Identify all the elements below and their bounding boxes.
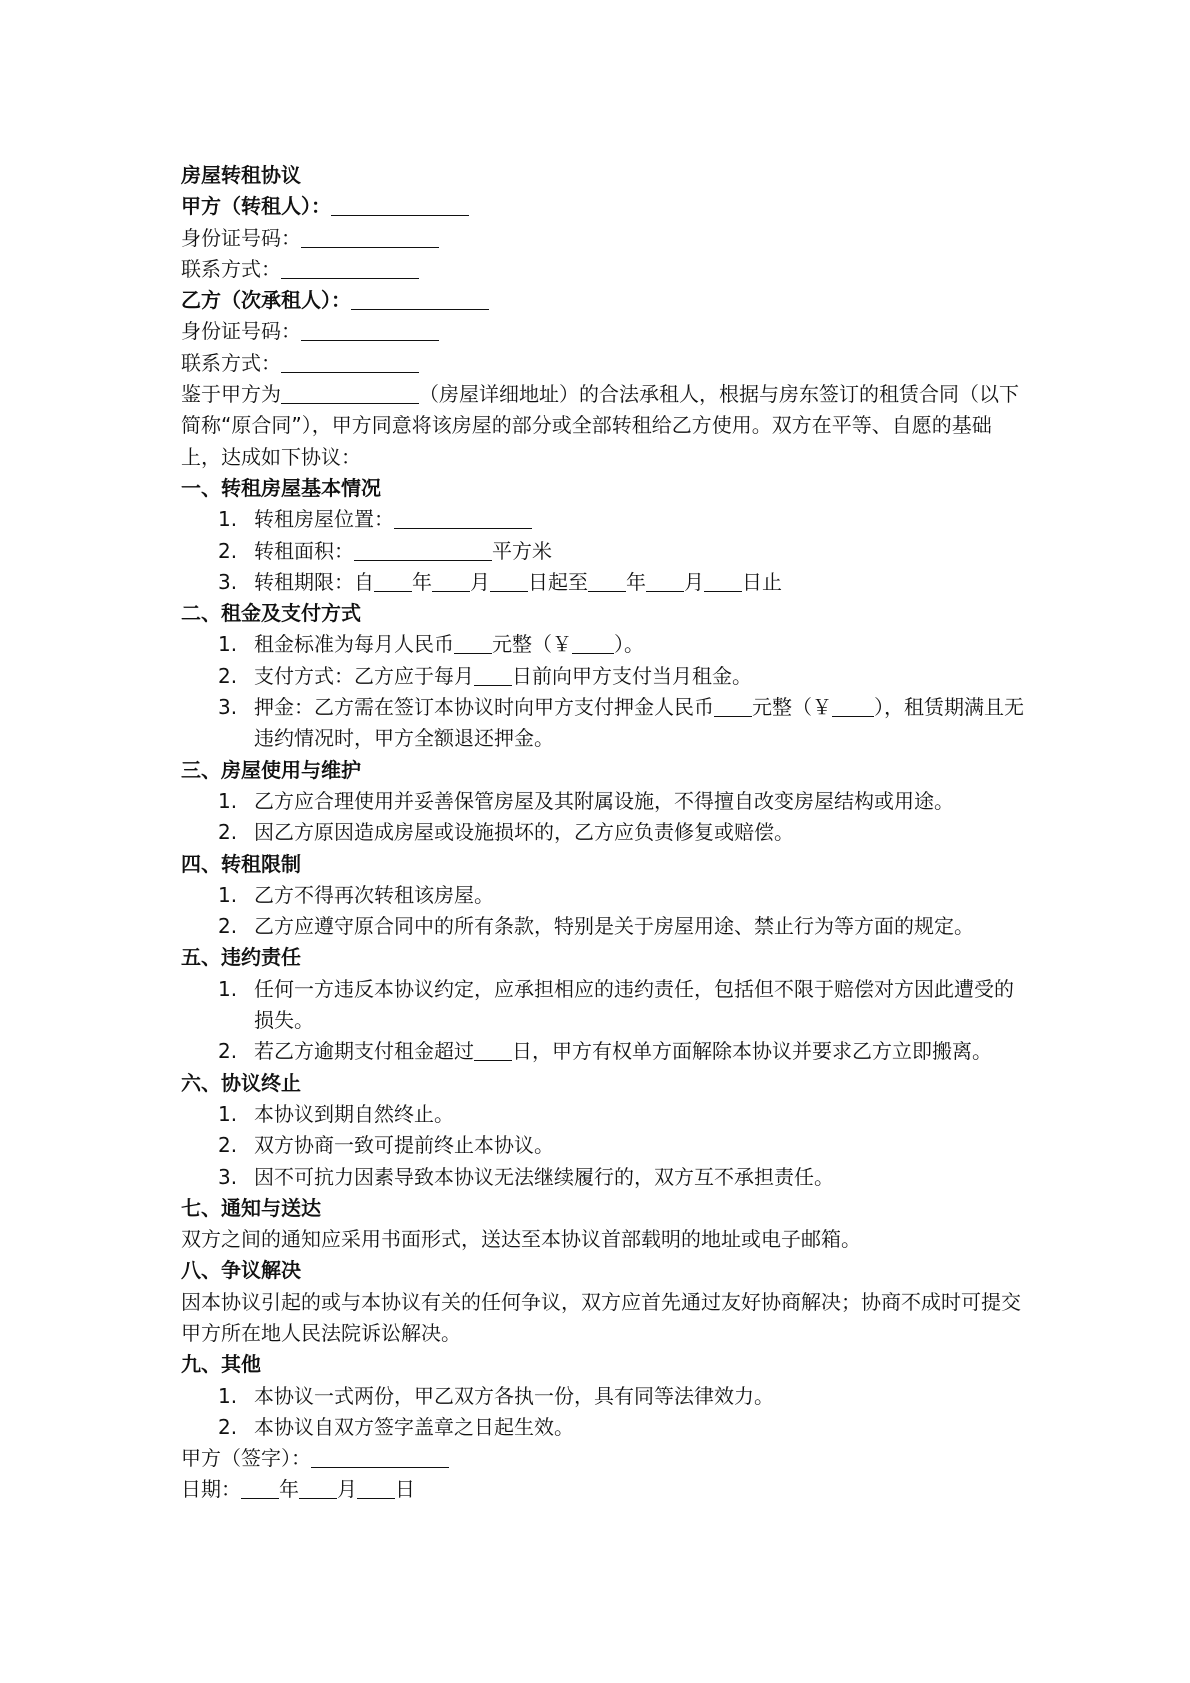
party-a-contact-blank bbox=[281, 257, 419, 279]
address-blank bbox=[281, 382, 419, 404]
item-number: 2. bbox=[218, 538, 238, 563]
section-3-heading: 三、房屋使用与维护 bbox=[181, 757, 361, 782]
item-number: 1. bbox=[218, 882, 238, 907]
item-number: 3. bbox=[218, 1164, 238, 1189]
item-number: 3. bbox=[218, 695, 238, 720]
s2-item-3 bbox=[181, 692, 1031, 755]
document-title: 房屋转租协议 bbox=[181, 163, 301, 187]
day-label: 日 bbox=[395, 1477, 415, 1502]
rent-amount-blank bbox=[454, 632, 492, 654]
item-number: 1. bbox=[218, 788, 238, 813]
item-number: 1. bbox=[218, 976, 238, 1001]
item-text: 若乙方逾期支付租金超过 bbox=[254, 1039, 474, 1064]
item-text: 日前向甲方支付当月租金。 bbox=[512, 663, 752, 688]
signature-label: 甲方（签字）： bbox=[181, 1446, 311, 1471]
section-8-text: 因本协议引起的或与本协议有关的任何争议，双方应首先通过友好协商解决；协商不成时可提交甲方所在地人民法院诉讼解决。 bbox=[181, 1289, 1021, 1345]
preamble-text-2: （房屋详细地址）的合法承租人，根据与房东签订的租赁合同（以下简称“原合同”），甲方同意将该房屋的部分或全部转租给乙方使用。双方在平等、自愿的基础上，达成如下协议： bbox=[181, 382, 1019, 469]
year-label: 年 bbox=[626, 569, 646, 594]
party-a-contact-line bbox=[181, 254, 1031, 285]
item-text: 支付方式：乙方应于每月 bbox=[254, 663, 474, 688]
s1-item-2 bbox=[181, 536, 1031, 567]
s9-item-1 bbox=[181, 1381, 1031, 1412]
signature-blank bbox=[311, 1446, 449, 1468]
item-text: 转租房屋位置： bbox=[254, 507, 394, 532]
item-text: 本协议到期自然终止。 bbox=[254, 1101, 454, 1126]
s6-item-1 bbox=[181, 1099, 1031, 1130]
item-text: 元整（￥ bbox=[752, 695, 832, 720]
s2-item-1 bbox=[181, 629, 1031, 660]
party-a-line bbox=[181, 191, 1031, 222]
section-6-heading: 六、协议终止 bbox=[181, 1070, 301, 1095]
deposit-number-blank bbox=[832, 695, 874, 717]
item-text: 租金标准为每月人民币 bbox=[254, 632, 454, 657]
item-text: 本协议自双方签字盖章之日起生效。 bbox=[254, 1414, 574, 1439]
date-label: 日期： bbox=[181, 1477, 241, 1502]
s4-item-2 bbox=[181, 911, 1031, 942]
s3-item-1 bbox=[181, 786, 1031, 817]
start-month-blank bbox=[432, 570, 470, 592]
s6-item-2 bbox=[181, 1130, 1031, 1161]
area-unit: 平方米 bbox=[492, 538, 552, 563]
party-b-id-label: 身份证号码： bbox=[181, 319, 301, 344]
s5-item-1 bbox=[181, 974, 1031, 1037]
start-day-blank bbox=[490, 570, 528, 592]
year-label: 年 bbox=[279, 1477, 299, 1502]
month-label: 月 bbox=[337, 1477, 357, 1502]
item-text: 因不可抗力因素导致本协议无法继续履行的，双方互不承担责任。 bbox=[254, 1164, 834, 1189]
section-2-heading: 二、租金及支付方式 bbox=[181, 601, 361, 626]
item-number: 2. bbox=[218, 914, 238, 939]
section-7-heading: 七、通知与送达 bbox=[181, 1195, 321, 1220]
section-8-heading: 八、争议解决 bbox=[181, 1258, 301, 1283]
day-end-label: 日止 bbox=[742, 569, 782, 594]
item-number: 2. bbox=[218, 1133, 238, 1158]
party-a-id-blank bbox=[301, 226, 439, 248]
party-a-contact-label: 联系方式： bbox=[181, 256, 281, 281]
month-label: 月 bbox=[684, 569, 704, 594]
party-a-label: 甲方（转租人）： bbox=[181, 194, 331, 219]
party-b-contact-blank bbox=[281, 351, 419, 373]
item-text: ），租赁期满且无违约情况时，甲方全额退还押金。 bbox=[254, 695, 1024, 751]
item-text: 押金：乙方需在签订本协议时向甲方支付押金人民币 bbox=[254, 695, 714, 720]
rent-number-blank bbox=[572, 632, 614, 654]
item-text: 转租面积： bbox=[254, 538, 354, 563]
item-number: 3. bbox=[218, 569, 238, 594]
s1-item-1 bbox=[181, 504, 1031, 535]
overdue-days-blank bbox=[474, 1039, 512, 1061]
section-1-heading: 一、转租房屋基本情况 bbox=[181, 475, 381, 500]
month-label: 月 bbox=[470, 569, 490, 594]
location-blank bbox=[394, 507, 532, 529]
item-number: 2. bbox=[218, 663, 238, 688]
date-day-blank bbox=[357, 1477, 395, 1499]
s6-item-3 bbox=[181, 1162, 1031, 1193]
party-b-id-blank bbox=[301, 319, 439, 341]
party-b-label: 乙方（次承租人）： bbox=[181, 288, 351, 313]
payment-day-blank bbox=[474, 664, 512, 686]
party-b-id-line bbox=[181, 316, 1031, 347]
deposit-amount-blank bbox=[714, 695, 752, 717]
section-7-text: 双方之间的通知应采用书面形式，送达至本协议首部载明的地址或电子邮箱。 bbox=[181, 1227, 861, 1252]
section-9-heading: 九、其他 bbox=[181, 1352, 261, 1377]
date-year-blank bbox=[241, 1477, 279, 1499]
day-start-label: 日起至 bbox=[528, 569, 588, 594]
section-5-heading: 五、违约责任 bbox=[181, 945, 301, 970]
party-a-id-label: 身份证号码： bbox=[181, 225, 301, 250]
party-a-id-line bbox=[181, 223, 1031, 254]
s9-item-2 bbox=[181, 1412, 1031, 1443]
item-text: 本协议一式两份，甲乙双方各执一份，具有同等法律效力。 bbox=[254, 1383, 774, 1408]
item-text: 乙方应合理使用并妥善保管房屋及其附属设施，不得擅自改变房屋结构或用途。 bbox=[254, 788, 954, 813]
section-4-heading: 四、转租限制 bbox=[181, 851, 301, 876]
preamble bbox=[181, 379, 1031, 473]
party-b-contact-line bbox=[181, 348, 1031, 379]
preamble-text-1: 鉴于甲方为 bbox=[181, 382, 281, 407]
item-text: 因乙方原因造成房屋或设施损坏的，乙方应负责修复或赔偿。 bbox=[254, 820, 794, 845]
item-number: 2. bbox=[218, 820, 238, 845]
year-label: 年 bbox=[412, 569, 432, 594]
start-year-blank bbox=[374, 570, 412, 592]
document-body bbox=[181, 160, 1031, 1506]
item-text: ）。 bbox=[614, 632, 644, 657]
item-text: 乙方应遵守原合同中的所有条款，特别是关于房屋用途、禁止行为等方面的规定。 bbox=[254, 914, 974, 939]
party-a-blank bbox=[331, 194, 469, 216]
item-text: 元整（￥ bbox=[492, 632, 572, 657]
item-number: 1. bbox=[218, 1383, 238, 1408]
s5-item-2 bbox=[181, 1036, 1031, 1067]
signature-line bbox=[181, 1443, 1031, 1474]
item-number: 1. bbox=[218, 1101, 238, 1126]
party-b-contact-label: 联系方式： bbox=[181, 350, 281, 375]
date-line bbox=[181, 1474, 1031, 1505]
item-text: 转租期限：自 bbox=[254, 569, 374, 594]
item-number: 1. bbox=[218, 507, 238, 532]
s1-item-3 bbox=[181, 567, 1031, 598]
area-blank bbox=[354, 539, 492, 561]
item-number: 2. bbox=[218, 1414, 238, 1439]
item-number: 1. bbox=[218, 632, 238, 657]
end-year-blank bbox=[588, 570, 626, 592]
party-b-line bbox=[181, 285, 1031, 316]
end-day-blank bbox=[704, 570, 742, 592]
date-month-blank bbox=[299, 1477, 337, 1499]
end-month-blank bbox=[646, 570, 684, 592]
item-text: 任何一方违反本协议约定，应承担相应的违约责任，包括但不限于赔偿对方因此遭受的损失。 bbox=[254, 976, 1014, 1033]
s3-item-2 bbox=[181, 817, 1031, 848]
party-b-blank bbox=[351, 288, 489, 310]
s2-item-2 bbox=[181, 661, 1031, 692]
item-text: 乙方不得再次转租该房屋。 bbox=[254, 882, 494, 907]
item-text: 双方协商一致可提前终止本协议。 bbox=[254, 1133, 554, 1158]
s4-item-1 bbox=[181, 880, 1031, 911]
item-text: 日，甲方有权单方面解除本协议并要求乙方立即搬离。 bbox=[512, 1039, 992, 1064]
item-number: 2. bbox=[218, 1039, 238, 1064]
